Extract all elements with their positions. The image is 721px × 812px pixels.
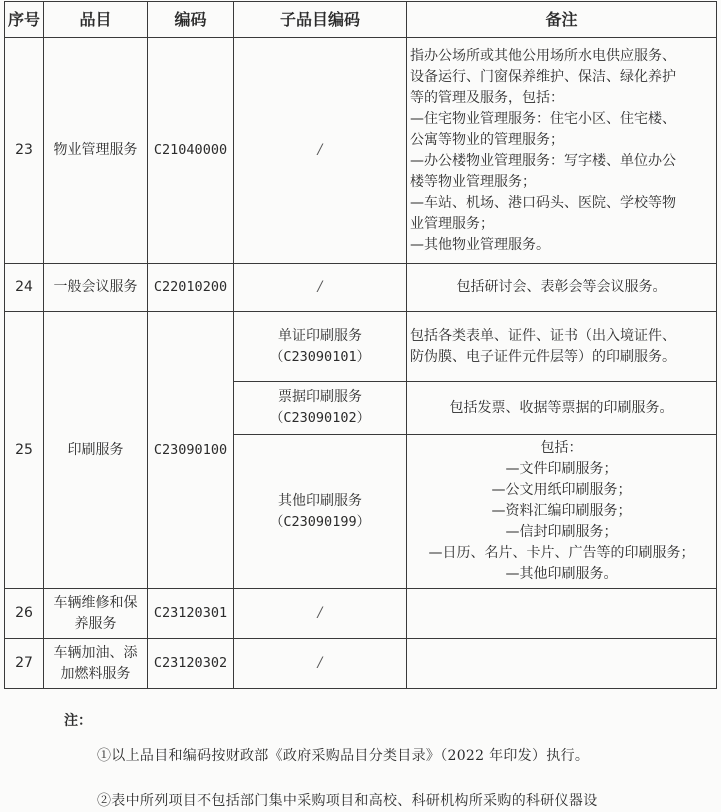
row-remark: 包括发票、收据等票据的印刷服务。: [407, 382, 717, 435]
row-item: [44, 639, 148, 689]
remark-line: 公寓等物业的管理服务；: [410, 131, 564, 148]
remark-line: 指办公场所或其他公用场所水电供应服务、: [410, 47, 676, 64]
remark-line: —住宅物业管理服务：住宅小区、住宅楼、: [410, 110, 676, 127]
item-line: 加燃料服务: [60, 665, 131, 682]
row-item: 印刷服务: [44, 312, 148, 589]
remark-line: 防伪膜、电子证件元件层等）的印刷服务。: [410, 348, 676, 365]
item-line: 车辆维修和保: [53, 594, 138, 611]
header-remark: 备注: [407, 2, 717, 38]
row-remark: [407, 38, 717, 264]
remark-line: —车站、机场、港口码头、医院、学校等物: [410, 194, 676, 211]
header-code: 编码: [148, 2, 234, 38]
remark-line: 业管理服务；: [410, 215, 494, 232]
row-sub-code: /: [234, 264, 407, 312]
remark-line: 设备运行、门窗保养维护、保洁、绿化养护: [410, 68, 676, 85]
row-code: C22010200: [148, 264, 234, 312]
item-line: 养服务: [74, 615, 117, 632]
notes-title: 注：: [64, 713, 92, 729]
row-remark: [407, 312, 717, 382]
row-code: C23090100: [148, 312, 234, 589]
row-code: C23120301: [148, 589, 234, 639]
remark-line: —其他物业管理服务。: [410, 236, 550, 253]
sub-item: [234, 382, 407, 435]
procurement-catalog-table: [4, 1, 717, 689]
row-index: 24: [5, 264, 44, 312]
remark-line: 包括各类表单、证件、证书（出入境证件、: [410, 327, 676, 344]
row-code: C23120302: [148, 639, 234, 689]
sub-item-code: （C23090102）: [269, 410, 371, 426]
row-code: C21040000: [148, 38, 234, 264]
row-index: 23: [5, 38, 44, 264]
row-sub-code: /: [234, 38, 407, 264]
remark-line: —文件印刷服务；: [505, 461, 618, 477]
remark-line: —公文用纸印刷服务；: [491, 482, 632, 498]
table-row: [5, 264, 717, 312]
row-index: 25: [5, 312, 44, 589]
row-sub-code: /: [234, 639, 407, 689]
sub-item-code: （C23090101）: [269, 348, 371, 365]
row-index: 27: [5, 639, 44, 689]
table-row: [5, 312, 717, 382]
remark-line: —其他印刷服务。: [505, 566, 618, 582]
row-sub-code: /: [234, 589, 407, 639]
sub-item: [234, 312, 407, 382]
table-row: [5, 639, 717, 689]
row-remark: 包括研讨会、表彰会等会议服务。: [407, 264, 717, 312]
sub-item-name: 单证印刷服务: [278, 327, 362, 344]
row-item: 一般会议服务: [44, 264, 148, 312]
remark-line: —资料汇编印刷服务；: [491, 503, 632, 519]
row-index: 26: [5, 589, 44, 639]
row-remark: [407, 639, 717, 689]
sub-item-name: 其他印刷服务: [278, 492, 362, 509]
remark-line: —信封印刷服务；: [505, 524, 618, 540]
row-remark: [407, 589, 717, 639]
header-item: 品目: [44, 2, 148, 38]
header-index: 序号: [5, 2, 44, 38]
header-sub-code: 子品目编码: [234, 2, 407, 38]
sub-item: [234, 435, 407, 589]
row-remark: [407, 435, 717, 589]
sub-item-name: 票据印刷服务: [278, 389, 362, 405]
remark-line: —日历、名片、卡片、广告等的印刷服务；: [428, 545, 695, 561]
table-header-row: [5, 2, 717, 38]
item-line: 车辆加油、添: [53, 644, 138, 661]
remark-line: 包括：: [540, 440, 583, 456]
table-row: [5, 589, 717, 639]
note-item: ①以上品目和编码按财政部《政府采购品目分类目录》（2022 年印发）执行。: [97, 748, 590, 764]
table-row: [5, 38, 717, 264]
note-item: ②表中所列项目不包括部门集中采购项目和高校、科研机构所采购的科研仪器设: [97, 793, 598, 809]
sub-item-code: （C23090199）: [269, 513, 371, 530]
row-item: [44, 589, 148, 639]
remark-line: 楼等物业管理服务；: [410, 173, 536, 190]
row-item: 物业管理服务: [44, 38, 148, 264]
remark-line: 等的管理及服务，包括：: [410, 89, 564, 106]
remark-line: —办公楼物业管理服务：写字楼、单位办公: [410, 152, 676, 169]
